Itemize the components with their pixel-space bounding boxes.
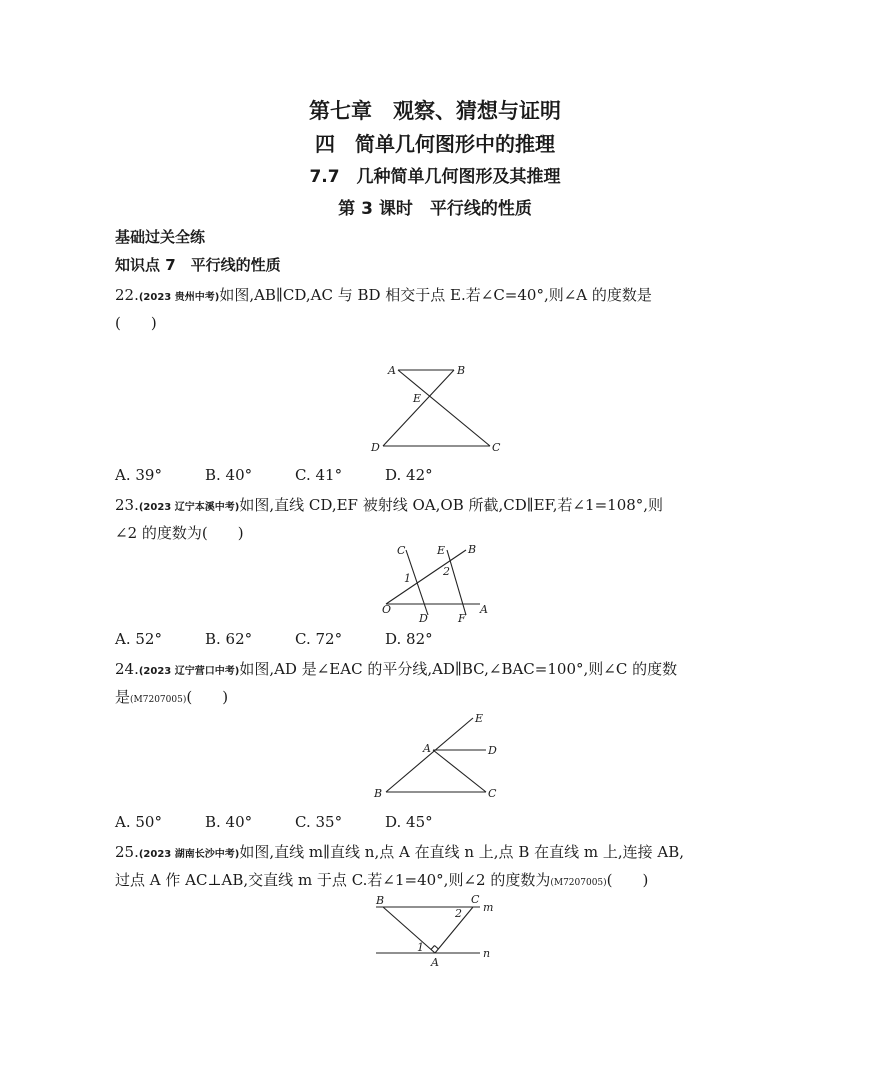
label-e: E [413,392,422,405]
question-22-line2: ( ) [115,314,157,332]
option-a: A. 52° [115,630,162,648]
option-b: B. 40° [205,813,253,831]
label-d: D [419,612,428,625]
label-e: E [475,712,484,725]
knowledge-point-heading: 知识点 7 平行线的性质 [115,256,281,274]
label-b: B [374,787,383,800]
question-text: 过点 A 作 AC⊥AB,交直线 m 于点 C.若∠1=40°,则∠2 的度数为 [115,871,551,889]
practice-section-heading: 基础过关全练 [115,228,206,246]
label-m: m [483,901,494,914]
question-code: (M7207005) [130,695,187,705]
label-angle-1: 1 [404,572,411,585]
question-source: (2023 辽宁营口中考) [138,666,240,677]
question-source: (2023 辽宁本溪中考) [138,502,240,513]
label-a: A [388,364,396,377]
right-angle-mark [435,946,439,950]
option-b: B. 62° [205,630,253,648]
option-d: D. 45° [385,813,433,831]
label-d: D [488,744,497,757]
question-text: 如图,直线 CD,EF 被射线 OA,OB 所截,CD∥EF,若∠1=108°,则 [239,496,664,514]
label-o: O [382,603,392,616]
question-source: (2023 湖南长沙中考) [138,849,240,860]
question-number: 24. [115,660,139,678]
option-d: D. 42° [385,466,433,484]
label-b: B [376,894,385,907]
option-a: A. 50° [115,813,162,831]
label-c: C [492,441,501,454]
question-code: (M7207005) [550,878,607,888]
label-a: A [423,742,431,755]
label-b: B [468,543,477,556]
label-c: C [471,893,480,906]
label-b: B [457,364,466,377]
label-angle-1: 1 [417,941,424,954]
label-f: F [458,612,466,625]
option-c: C. 72° [295,630,343,648]
question-source: (2023 贵州中考) [138,292,220,303]
label-c: C [488,787,497,800]
question-text: 是 [115,688,131,706]
option-d: D. 82° [385,630,433,648]
segment-ac [435,907,473,953]
question-number: 23. [115,496,139,514]
question-text: 如图,直线 m∥直线 n,点 A 在直线 n 上,点 B 在直线 m 上,连接 AB, [239,843,685,861]
label-c: C [397,544,406,557]
label-angle-2: 2 [455,907,462,920]
question-number: 22. [115,286,139,304]
chapter-title: 第七章 观察、猜想与证明 [309,99,561,123]
question-text: 如图,AB∥CD,AC 与 BD 相交于点 E.若∠C=40°,则∠A 的度数是 [219,286,652,304]
option-c: C. 35° [295,813,343,831]
lesson-title: 7.7 几种简单几何图形及其推理 [309,167,561,187]
option-c: C. 41° [295,466,343,484]
right-angle-mark [431,946,435,950]
question-number: 25. [115,843,139,861]
option-a: A. 39° [115,466,162,484]
label-d: D [371,441,380,454]
label-angle-2: 2 [443,565,450,578]
label-n: n [483,947,491,960]
label-a: A [431,956,439,969]
question-text: 如图,AD 是∠EAC 的平分线,AD∥BC,∠BAC=100°,则∠C 的度数 [239,660,678,678]
label-e: E [437,544,446,557]
segment-ab [383,907,435,953]
answer-blank: ( ) [606,871,649,889]
period-title: 第 3 课时 平行线的性质 [338,199,532,219]
label-a: A [480,603,488,616]
question-23-line2: ∠2 的度数为( ) [115,524,244,542]
option-b: B. 40° [205,466,253,484]
answer-blank: ( ) [186,688,229,706]
section-title: 四 简单几何图形中的推理 [315,132,555,156]
